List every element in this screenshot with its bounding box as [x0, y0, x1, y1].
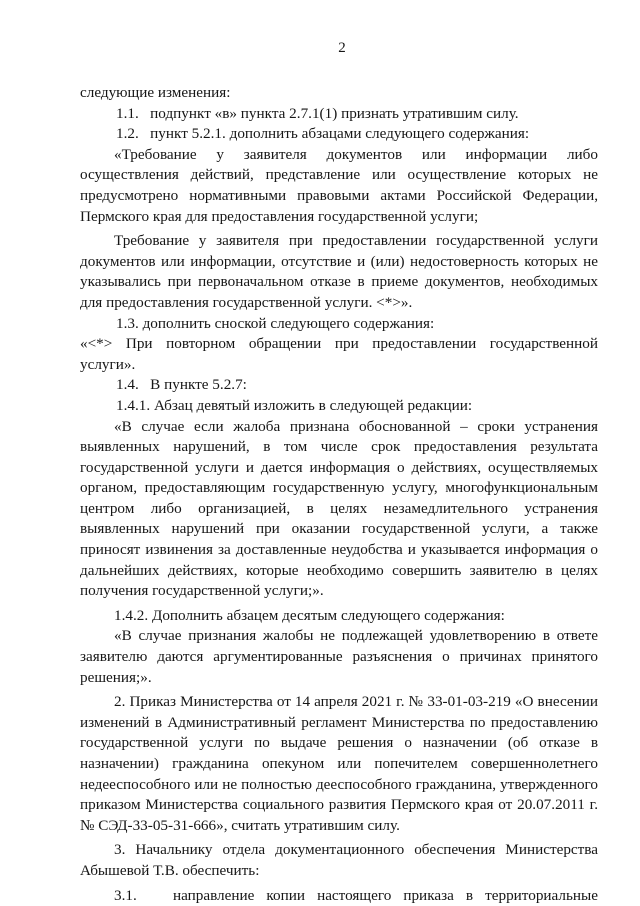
footnote-text: «<*> При повторном обращении при предоставлении государственной услуги».	[80, 335, 598, 373]
quote-complaint-rejected: «В случае признания жалобы не подлежащей удовлетворению в ответе заявителю даются аргументированные разъяснения о причинах принятого решения;».	[80, 627, 598, 686]
page-number: 2	[338, 40, 346, 56]
paragraph-1-1: 1.1. подпункт «в» пункта 2.7.1(1) признать утратившим силу.	[116, 104, 519, 122]
paragraph-1-3: 1.3. дополнить сноской следующего содержания:	[116, 314, 435, 332]
quote-complaint-justified: «В случае если жалоба признана обоснованной – сроки устранения выявленных нарушений, в том числе срок предоставления результата государственной услуги и дается информация о действиях, осуществляемых органом, предоставляющим государственную услугу, многофункциональным центром либо организацией, в целях незамедлительного устранения выявленных нарушений при оказании государственной услуги, а также приносят извинения за доставленные неудобства и указывается информация о дальнейших действиях, которые необходимо совершить заявителю в целях получения государственной услуги;».	[80, 417, 598, 600]
paragraph-1-4-1: 1.4.1. Абзац девятый изложить в следующей редакции:	[116, 396, 473, 414]
paragraph-2-order: 2. Приказ Министерства от 14 апреля 2021 г. № 33-01-03-219 «О внесении изменений в Административный регламент Министерства по предоставлению государственной услуги по выдаче решения о назначении (об отказе в назначении) гражданина опекуном или попечителем совершеннолетнего недееспособного или не полностью дееспособного гражданина, утвержденного приказом Министерства социального развития Пермского края от 20.07.2011 г. № СЭД-33-05-31-666», считать утратившим силу.	[80, 693, 598, 834]
paragraph-3-1: 3.1. направление копии настоящего приказа в территориальные	[114, 886, 598, 904]
quote-requirement-1: «Требование у заявителя документов или информации либо осуществления действий, представление или осуществление которых не предусмотрено нормативными правовыми актами Российской Федерации, Пермского края для предоставления государственной услуги;	[80, 145, 598, 225]
document-body	[80, 83, 598, 906]
paragraph-3-head: 3. Начальнику отдела документационного обеспечения Министерства Абышевой Т.В. обеспечить:	[80, 841, 598, 879]
quote-requirement-2: Требование у заявителя при предоставлении государственной услуги документов или информации, отсутствие и (или) недостоверность которых не указывались при первоначальном отказе в приеме документов, необходимых для предоставления государственной услуги. <*>».	[80, 232, 598, 311]
paragraph-1-2: 1.2. пункт 5.2.1. дополнить абзацами следующего содержания:	[116, 125, 530, 143]
paragraph-intro: следующие изменения:	[80, 84, 231, 101]
paragraph-1-4-2: 1.4.2. Дополнить абзацем десятым следующего содержания:	[114, 606, 505, 624]
paragraph-1-4: 1.4. В пункте 5.2.7:	[116, 376, 247, 394]
